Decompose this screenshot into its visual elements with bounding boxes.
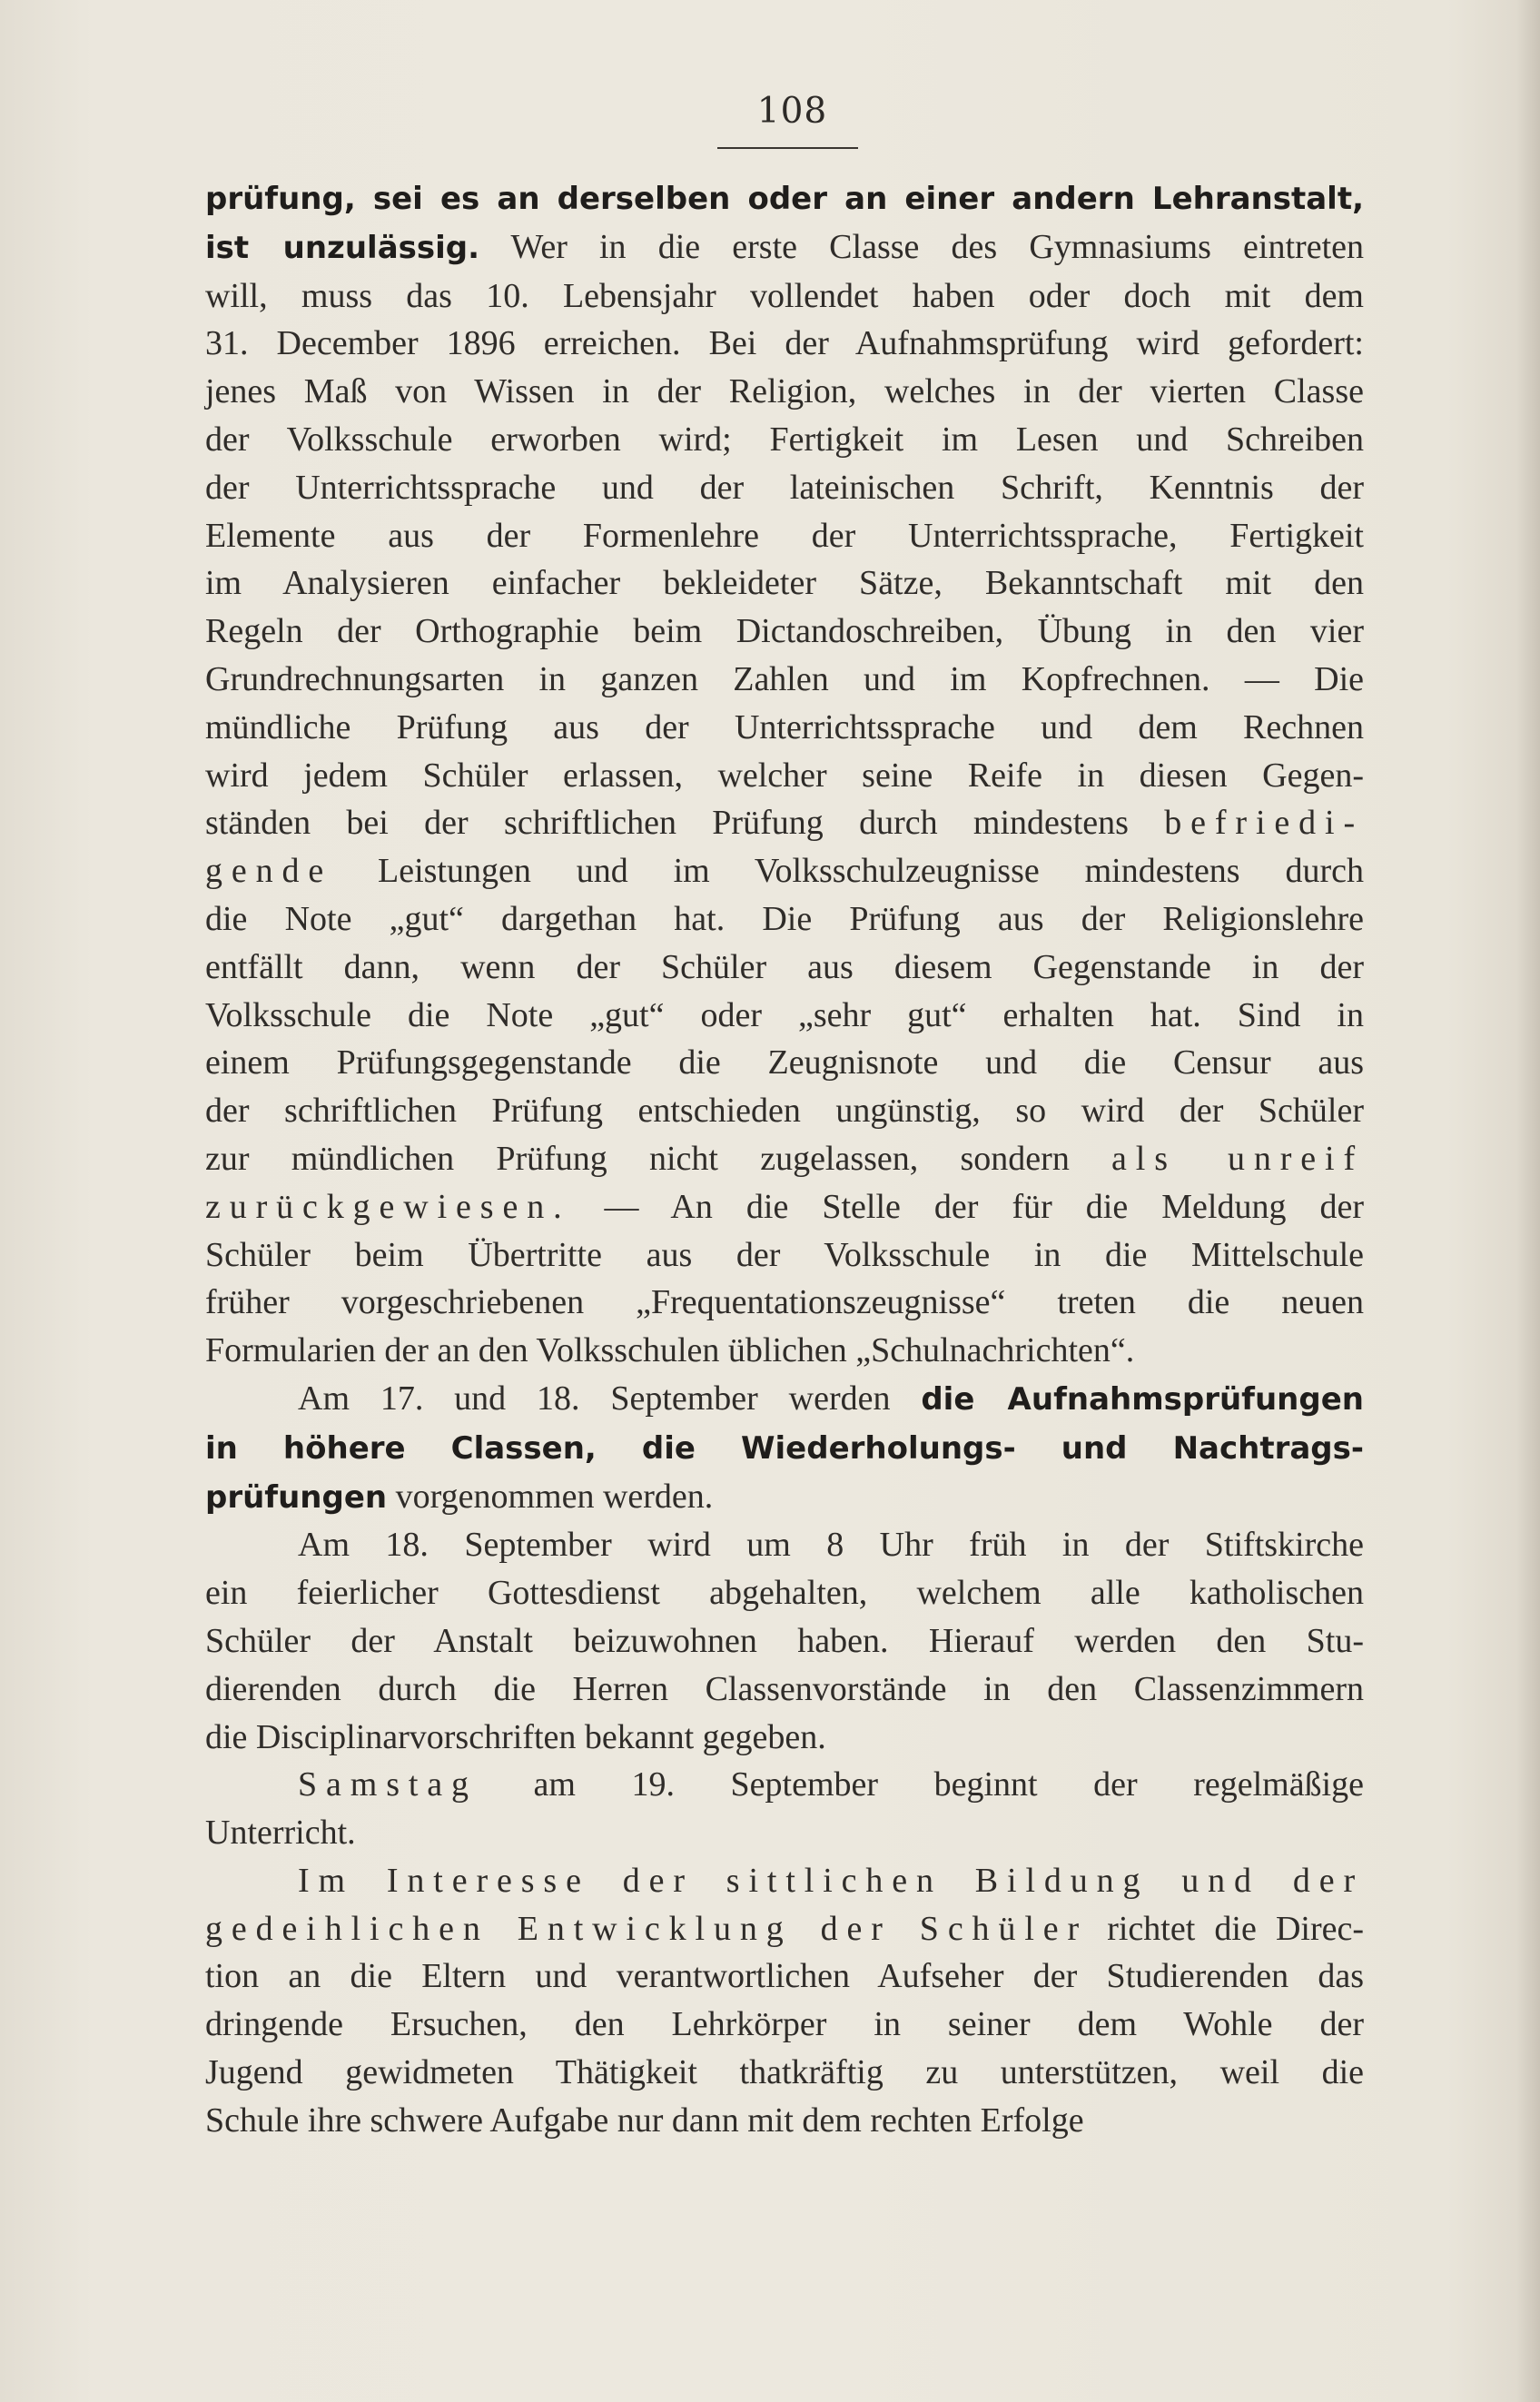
text-line [205, 656, 1364, 704]
spaced-text: gedeihlichen Entwicklung der Schüler [205, 1909, 1089, 1948]
text-line [205, 1809, 1364, 1857]
text-span: mündliche Prüfung aus der Unterrichtssprache und dem Rechnen [205, 707, 1364, 746]
text-line [205, 2001, 1364, 2049]
page-number-rule [717, 147, 858, 149]
text-line [205, 752, 1364, 800]
spaced-text: zurückgewiesen. [205, 1187, 571, 1226]
text-span: Am 17. und 18. September werden [298, 1379, 922, 1418]
text-span: der schriftlichen Prüfung entschieden ungünstig, so wird der Schüler [205, 1092, 1364, 1131]
text-line [205, 2097, 1364, 2145]
bold-text: in höhere Classen, die Wiederholungs- und Nachtrags- [205, 1429, 1364, 1467]
text-line [205, 944, 1364, 992]
text-line [205, 992, 1364, 1040]
bold-text: die Aufnahmsprüfungen [921, 1380, 1364, 1418]
text-line [205, 223, 1364, 272]
text-span: dierenden durch die Herren Classenvorstände in den Classenzimmern [205, 1669, 1364, 1708]
spaced-text: befriedi- [1164, 804, 1364, 843]
text-span: Schule ihre schwere Aufgabe nur dann mit dem rechten Erfolge [205, 2101, 1084, 2140]
text-span: Elemente aus der Formenlehre der Unterrichtssprache, Fertigkeit [205, 516, 1364, 555]
text-span: Regeln der Orthographie beim Dictandoschreiben, Übung in den vier [205, 612, 1364, 651]
text-span: Grundrechnungsarten in ganzen Zahlen und im Kopfrechnen. — Die [205, 659, 1364, 698]
text-line [205, 895, 1364, 944]
text-line [205, 1087, 1364, 1135]
text-span: entfällt dann, wenn der Schüler aus diesem Gegenstande in der [205, 947, 1364, 986]
text-line [205, 1617, 1364, 1666]
bold-text: prüfungen [205, 1478, 388, 1516]
page-edge-shadow [1516, 0, 1540, 2402]
body-text [205, 174, 1364, 2145]
text-line [205, 1183, 1364, 1231]
text-span: — An die Stelle der für die Meldung der [570, 1187, 1364, 1226]
text-span: Leistungen und im Volksschulzeugnisse mindestens durch [332, 852, 1364, 891]
text-span: Schüler der Anstalt beizuwohnen haben. Hierauf werden den Stu- [205, 1621, 1364, 1660]
text-span: wird jedem Schüler erlassen, welcher seine Reife in diesen Gegen- [205, 756, 1364, 795]
text-line [205, 1279, 1364, 1327]
text-line [205, 464, 1364, 512]
text-span: richtet die Direc- [1088, 1909, 1365, 1948]
text-span: tion an die Eltern und verantwortlichen Aufseher der Studierenden das [205, 1957, 1364, 1996]
text-line [205, 1761, 1364, 1809]
spaced-text: Im Interesse der sittlichen Bildung und der [298, 1861, 1364, 1900]
text-span: vorgenommen werden. [387, 1477, 714, 1516]
text-line [205, 1473, 1364, 1522]
text-span: Volksschule die Note „gut“ oder „sehr gut“ erhalten hat. Sind in [205, 995, 1364, 1034]
text-line [205, 416, 1364, 464]
text-span: die Disciplinarvorschriften bekannt gegeben. [205, 1717, 826, 1756]
text-line [205, 174, 1364, 223]
text-line [205, 1952, 1364, 2001]
text-line [205, 704, 1364, 752]
text-span: früher vorgeschriebenen „Frequentationszeugnisse“ treten die neuen [205, 1283, 1364, 1322]
text-span: dringende Ersuchen, den Lehrkörper in seiner dem Wohle der [205, 2005, 1364, 2044]
text-line [205, 1375, 1364, 1424]
text-line [205, 1424, 1364, 1473]
text-line [205, 368, 1364, 416]
text-span: Unterricht. [205, 1814, 356, 1853]
bold-text: prüfung, sei es an derselben oder an einer andern Lehranstalt, [205, 181, 1364, 217]
text-line [205, 559, 1364, 608]
bold-text: ist unzulässig. [205, 229, 480, 266]
text-line [205, 799, 1364, 847]
text-line [205, 1569, 1364, 1617]
text-line [205, 1135, 1364, 1183]
text-span: Wer in die erste Classe des Gymnasiums eintreten [479, 227, 1364, 266]
text-line [205, 608, 1364, 656]
text-line [205, 1521, 1364, 1569]
spaced-text: Samstag [298, 1765, 478, 1804]
text-line [205, 512, 1364, 560]
text-span: Jugend gewidmeten Thätigkeit thatkräftig zu unterstützen, weil die [205, 2053, 1364, 2092]
text-line [205, 1905, 1364, 1953]
text-span: zur mündlichen Prüfung nicht zugelassen, sondern [205, 1139, 1112, 1178]
text-line [205, 320, 1364, 368]
text-span: der Unterrichtssprache und der lateinischen Schrift, Kenntnis der [205, 468, 1364, 507]
text-span: im Analysieren einfacher bekleideter Sätze, Bekanntschaft mit den [205, 564, 1364, 603]
text-line [205, 1327, 1364, 1375]
spaced-text: gende [205, 852, 333, 891]
text-span: der Volksschule erworben wird; Fertigkeit im Lesen und Schreiben [205, 420, 1364, 459]
text-line [205, 1666, 1364, 1714]
text-line [205, 1714, 1364, 1762]
text-span: Schüler beim Übertritte aus der Volksschule in die Mittelschule [205, 1235, 1364, 1274]
text-span: ein feierlicher Gottesdienst abgehalten, welchem alle katholischen [205, 1574, 1364, 1613]
text-span: jenes Maß von Wissen in der Religion, welches in der vierten Classe [205, 372, 1364, 411]
text-line [205, 2049, 1364, 2097]
text-line [205, 272, 1364, 321]
text-span: will, muss das 10. Lebensjahr vollendet haben oder doch mit dem [205, 276, 1364, 315]
text-span: Am 18. September wird um 8 Uhr früh in der Stiftskirche [298, 1526, 1364, 1565]
text-line [205, 1039, 1364, 1087]
text-span: am 19. September beginnt der regelmäßige [477, 1765, 1364, 1804]
text-span: die Note „gut“ dargethan hat. Die Prüfung aus der Religionslehre [205, 899, 1364, 938]
text-span: einem Prüfungsgegenstande die Zeugnisnote und die Censur aus [205, 1043, 1364, 1082]
text-span: ständen bei der schriftlichen Prüfung durch mindestens [205, 804, 1165, 843]
page-number: 108 [756, 91, 828, 132]
text-line [205, 1857, 1364, 1905]
text-line [205, 1231, 1364, 1280]
text-line [205, 847, 1364, 895]
text-span: 31. December 1896 erreichen. Bei der Aufnahmsprüfung wird gefordert: [205, 324, 1364, 363]
spaced-text: als unreif [1111, 1139, 1364, 1178]
text-span: Formularien der an den Volksschulen üblichen „Schulnachrichten“. [205, 1331, 1135, 1370]
